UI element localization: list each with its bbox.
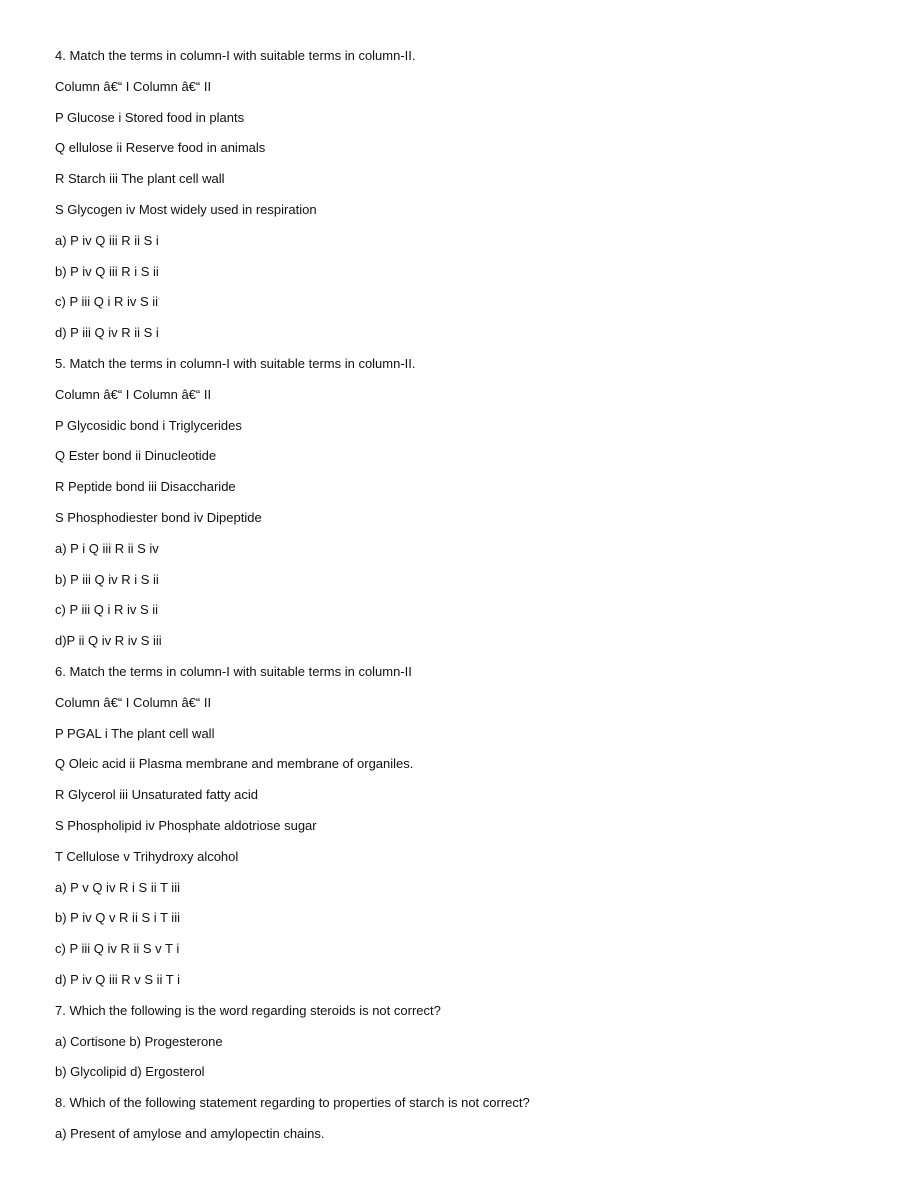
question-4-column-header: Column â€“ I Column â€“ II: [55, 78, 212, 94]
question-6-column-header: Column â€“ I Column â€“ II: [55, 694, 212, 710]
document-page: [55, 45, 875, 1154]
question-5-row-s: S Phosphodiester bond iv Dipeptide: [55, 509, 262, 525]
question-4-row-q: Q ellulose ii Reserve food in animals: [55, 140, 266, 156]
question-4-row-s: S Glycogen iv Most widely used in respiration: [55, 201, 317, 217]
question-4-option-c: c) P iii Q i R iv S ii: [55, 294, 159, 310]
question-5-prompt: 5. Match the terms in column-I with suitable terms in column-II.: [55, 355, 416, 371]
question-7-prompt: 7. Which the following is the word regarding steroids is not correct?: [55, 1002, 441, 1018]
question-4-option-a: a) P iv Q iii R ii S i: [55, 232, 159, 248]
question-6-option-b: b) P iv Q v R ii S i T iii: [55, 910, 180, 926]
question-5-option-a: a) P i Q iii R ii S iv: [55, 540, 159, 556]
question-5-row-r: R Peptide bond iii Disaccharide: [55, 479, 236, 495]
question-5-option-b: b) P iii Q iv R i S ii: [55, 571, 159, 587]
question-4-prompt: 4. Match the terms in column-I with suitable terms in column-II.: [55, 48, 416, 63]
question-4-option-d: d) P iii Q iv R ii S i: [55, 325, 159, 341]
question-5-row-p: P Glycosidic bond i Triglycerides: [55, 417, 242, 433]
question-5-option-d: d)P ii Q iv R iv S iii: [55, 633, 162, 649]
question-6-row-q: Q Oleic acid ii Plasma membrane and membrane of organiles.: [55, 756, 414, 772]
question-6-row-r: R Glycerol iii Unsaturated fatty acid: [55, 787, 259, 803]
question-5-column-header: Column â€“ I Column â€“ II: [55, 386, 212, 402]
question-7-options-ab: a) Cortisone b) Progesterone: [55, 1033, 223, 1049]
question-6-row-p: P PGAL i The plant cell wall: [55, 725, 215, 741]
question-6-row-s: S Phospholipid iv Phosphate aldotriose sugar: [55, 817, 317, 833]
question-6-option-d: d) P iv Q iii R v S ii T i: [55, 971, 180, 987]
question-6-option-c: c) P iii Q iv R ii S v T i: [55, 941, 180, 957]
question-6-option-a: a) P v Q iv R i S ii T iii: [55, 879, 180, 895]
question-4-row-p: P Glucose i Stored food in plants: [55, 109, 245, 125]
question-6-row-t: T Cellulose v Trihydroxy alcohol: [55, 848, 239, 864]
question-5-row-q: Q Ester bond ii Dinucleotide: [55, 448, 217, 464]
question-4-option-b: b) P iv Q iii R i S ii: [55, 263, 159, 279]
question-8-prompt: 8. Which of the following statement regarding to properties of starch is not correct?: [55, 1095, 530, 1111]
question-4-row-r: R Starch iii The plant cell wall: [55, 171, 225, 187]
question-6-prompt: 6. Match the terms in column-I with suitable terms in column-II: [55, 663, 412, 679]
question-7-options-cd: b) Glycolipid d) Ergosterol: [55, 1064, 205, 1080]
question-5-option-c: c) P iii Q i R iv S ii: [55, 602, 159, 618]
question-8-option-a: a) Present of amylose and amylopectin chains.: [55, 1125, 325, 1141]
